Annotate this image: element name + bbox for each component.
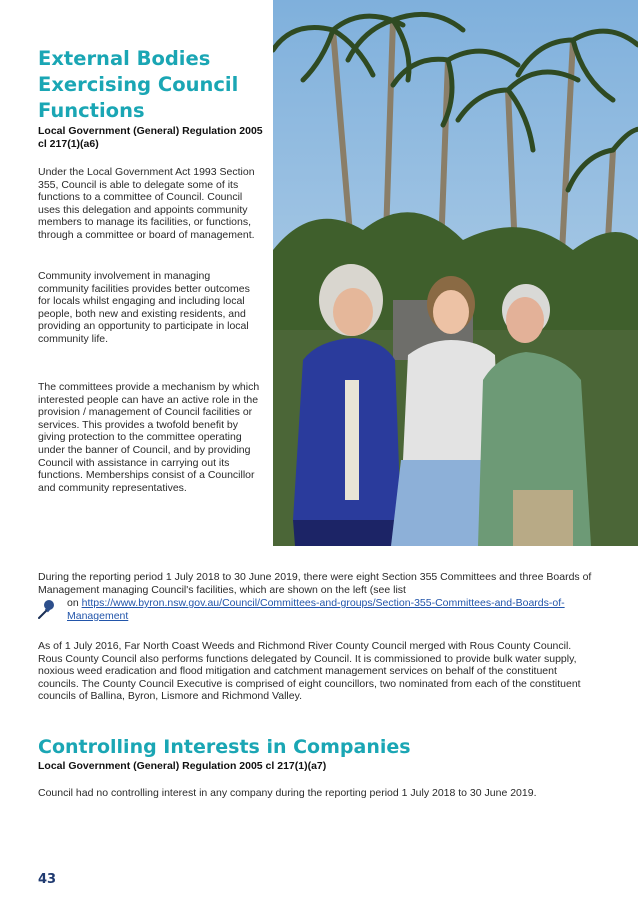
paragraph-community-involvement: Community involvement in managing community facilities provides better outcomes for locals whilst engaging and including local people, both new and existing residents, and providing an opportunity to participate in local community life. — [38, 270, 250, 345]
regulation-reference: Local Government (General) Regulation 2005 cl 217(1)(a6) — [38, 125, 263, 150]
community-members-photo — [273, 0, 638, 546]
paragraph-delegation: Under the Local Government Act 1993 Section 355, Council is able to delegate some of its functions to a committee of Council. Council uses this delegation and appoints community members to manage its facilities, or functions, through a committee or board of management. — [38, 166, 255, 241]
paragraph-controlling-interest: Council had no controlling interest in any company during the reporting period 1 July 2018 to 30 June 2019. — [38, 787, 537, 799]
section-title-external-bodies: External Bodies Exercising Council Functions — [38, 47, 239, 122]
paragraph-committees-mechanism: The committees provide a mechanism by which interested people can have an active role in the provision / management of Council facilities or services. This provides a twofold benefit by giving protection to the committee operating under the banner of Council, and by providing Council with assistance in carrying out its functions. Memberships consist of a Councillor and community representatives. — [38, 381, 260, 494]
link-prefix: on — [67, 597, 82, 609]
pushpin-icon — [38, 599, 56, 619]
link-row — [38, 597, 598, 625]
section-title-controlling-interests: Controlling Interests in Companies — [38, 736, 411, 758]
paragraph-reporting-period: During the reporting period 1 July 2018 to 30 June 2019, there were eight Section 355 Committees and three Boards of Management managing Council's facilities, which are shown on the left (see list — [38, 571, 592, 596]
regulation-reference-2: Local Government (General) Regulation 2005 cl 217(1)(a7) — [38, 760, 327, 772]
committees-link[interactable]: https://www.byron.nsw.gov.au/Council/Committees-and-groups/Section-355-Committees-and-Boards-of-Management — [67, 597, 565, 622]
committees-link-text — [67, 597, 587, 622]
page-number: 43 — [38, 872, 57, 887]
paragraph-county-council: As of 1 July 2016, Far North Coast Weeds and Richmond River County Council merged with Rous County Council. Rous County Council also performs functions delegated by Council. It is commissioned to provide bulk water supply, noxious weed eradication and flood mitigation and catchment management services on behalf of the constituent councils. The County Council Executive is comprised of eight councillors, two nominated from each of the constituent councils of Ballina, Byron, Lismore and Richmond Valley. — [38, 640, 581, 703]
